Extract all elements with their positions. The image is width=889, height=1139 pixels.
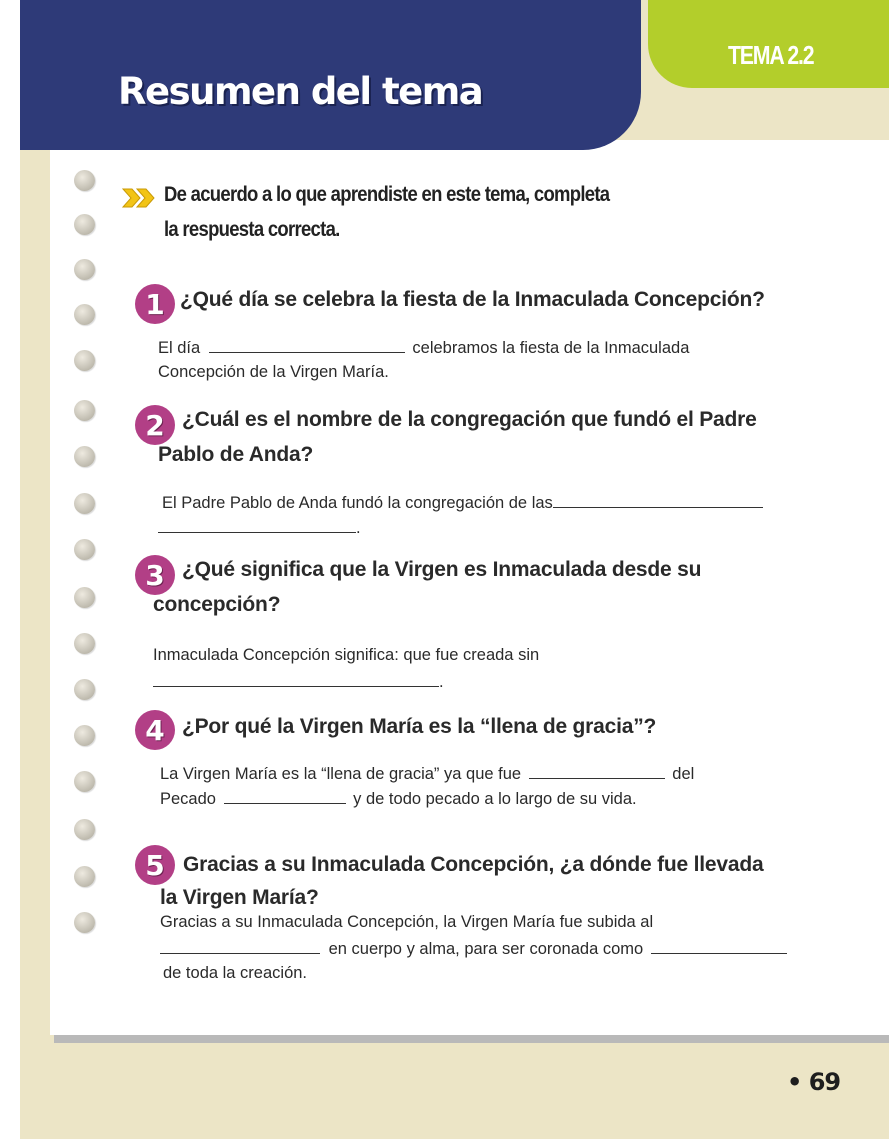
question-3-line-2: concepción?: [153, 593, 281, 616]
answer-5-line-2: [160, 939, 787, 959]
question-2-line-1: ¿Cuál es el nombre de la congregación que fundó el Padre: [182, 408, 757, 431]
notebook-ring: [74, 446, 95, 467]
answer-1-line-1: [158, 338, 689, 358]
notebook-ring: [74, 912, 95, 933]
fill-in-blank[interactable]: [160, 939, 320, 954]
notebook-ring: [74, 866, 95, 887]
answer-5-middle: en cuerpo y alma, para ser coronada como: [328, 940, 644, 958]
notebook-ring: [74, 679, 95, 700]
question-number-badge: 1: [135, 284, 175, 324]
answer-4-line-2-suffix: y de todo pecado a lo largo de su vida.: [353, 790, 637, 808]
question-number-badge: 4: [135, 710, 175, 750]
answer-3-line-2: [153, 672, 444, 692]
question-5-line-1: Gracias a su Inmaculada Concepción, ¿a dónde fue llevada: [183, 853, 764, 876]
notebook-ring: [74, 771, 95, 792]
notebook-ring: [74, 587, 95, 608]
fill-in-blank[interactable]: [158, 518, 356, 533]
fill-in-blank[interactable]: [651, 939, 787, 954]
answer-4-line-2: [160, 789, 637, 809]
answer-1-line-2: Concepción de la Virgen María.: [158, 363, 389, 381]
question-3-line-1: ¿Qué significa que la Virgen es Inmaculada desde su: [182, 558, 702, 581]
notebook-ring: [74, 400, 95, 421]
answer-1-suffix: celebramos la fiesta de la Inmaculada: [412, 339, 690, 357]
question-number-badge: 2: [135, 405, 175, 445]
answer-3-end: .: [439, 673, 444, 691]
question-4-text: ¿Por qué la Virgen María es la “llena de gracia”?: [182, 715, 657, 738]
answer-2-prefix: El Padre Pablo de Anda fundó la congregación de las: [162, 494, 553, 512]
fill-in-blank[interactable]: [224, 789, 346, 804]
question-1-text: ¿Qué día se celebra la fiesta de la Inmaculada Concepción?: [180, 288, 765, 311]
answer-1-prefix: El día: [158, 339, 201, 357]
question-5-line-2: la Virgen María?: [160, 886, 319, 909]
answer-2-line-1: [162, 493, 763, 513]
double-chevron-icon: [121, 186, 157, 210]
answer-5-line-3: de toda la creación.: [163, 964, 308, 982]
question-number-badge: 3: [135, 555, 175, 595]
notebook-ring: [74, 350, 95, 371]
notebook-ring: [74, 214, 95, 235]
notebook-ring: [74, 819, 95, 840]
notebook-ring: [74, 170, 95, 191]
notebook-ring: [74, 539, 95, 560]
answer-5-line-1: Gracias a su Inmaculada Concepción, la Virgen María fue subida al: [160, 913, 654, 931]
notebook-ring: [74, 493, 95, 514]
fill-in-blank[interactable]: [553, 493, 763, 508]
question-2-line-2: Pablo de Anda?: [158, 443, 314, 466]
notebook-ring: [74, 304, 95, 325]
page-number: • 69: [787, 1068, 841, 1096]
fill-in-blank[interactable]: [529, 764, 665, 779]
topic-label: TEMA 2.2: [728, 40, 814, 70]
notebook-ring: [74, 259, 95, 280]
instruction-line-1: De acuerdo a lo que aprendiste en este tema, completa: [164, 183, 610, 206]
answer-4-suffix: del: [672, 765, 695, 783]
page-title: Resumen del tema: [118, 70, 483, 113]
answer-3-line-1: Inmaculada Concepción significa: que fue creada sin: [153, 646, 540, 664]
answer-4-line-1: [160, 764, 694, 784]
instruction-line-2: la respuesta correcta.: [164, 218, 340, 241]
notebook-ring: [74, 725, 95, 746]
answer-4-line-2-prefix: Pecado: [160, 790, 216, 808]
notebook-ring: [74, 633, 95, 654]
fill-in-blank[interactable]: [209, 338, 405, 353]
fill-in-blank[interactable]: [153, 672, 439, 687]
answer-2-line-2: [158, 518, 361, 538]
answer-2-end: .: [356, 519, 361, 537]
answer-4-prefix: La Virgen María es la “llena de gracia” ya que fue: [160, 765, 522, 783]
question-number-badge: 5: [135, 845, 175, 885]
